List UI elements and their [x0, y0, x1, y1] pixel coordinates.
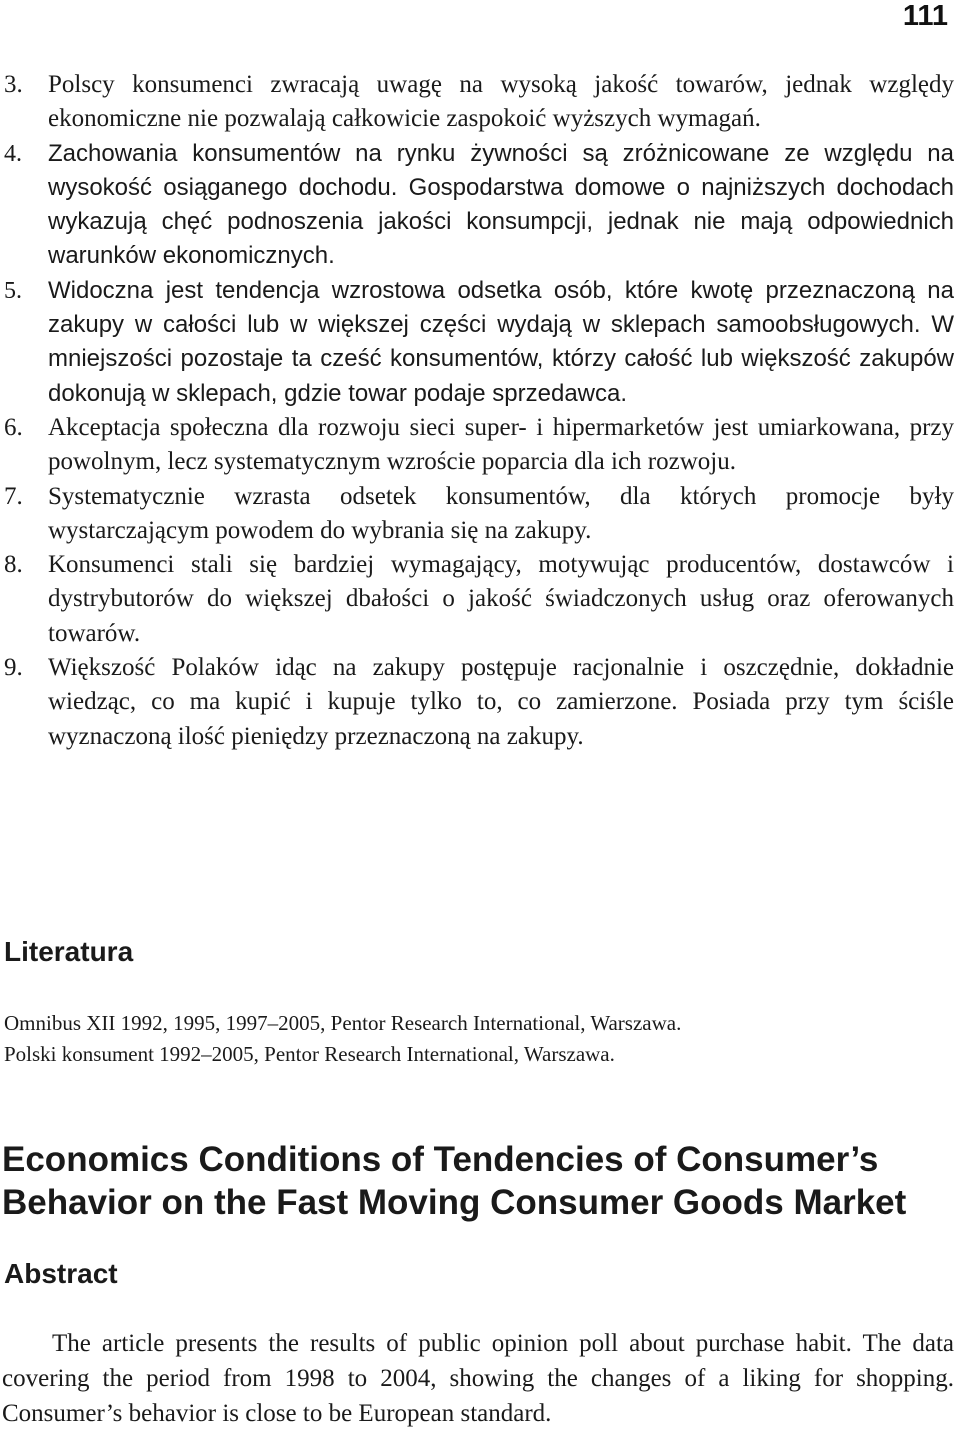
list-item-number: 6.	[4, 413, 23, 441]
list-item-text: Konsumenci stali się bardziej wymagający, motywując producentów, dostawców i dystrybutorów do większej dbałości o jakość świadczonych usług oraz oferowanych towarów.	[48, 551, 954, 647]
list-item	[0, 137, 960, 274]
reference-item: Polski konsument 1992–2005, Pentor Research International, Warszawa.	[4, 1042, 615, 1066]
list-item	[0, 68, 960, 137]
list-item	[0, 411, 960, 480]
english-title: Economics Conditions of Tendencies of Consumer’s Behavior on the Fast Moving Consumer Goods Market	[2, 1140, 907, 1222]
conclusions-list	[0, 68, 960, 754]
reference-item: Omnibus XII 1992, 1995, 1997–2005, Pentor Research International, Warszawa.	[4, 1011, 682, 1035]
list-item-number: 4.	[4, 140, 22, 167]
list-item-text: Większość Polaków idąc na zakupy postępuje racjonalnie i oszczędnie, dokładnie wiedząc, co ma kupić i kupuje tylko to, co zamierzone. Posiada przy tym ściśle wyznaczoną ilość pieniędzy przeznaczoną na zakupy.	[48, 654, 954, 750]
list-item-number: 8.	[4, 551, 23, 579]
list-item	[0, 548, 960, 651]
list-item-text: Systematycznie wzrasta odsetek konsumentów, dla których promocje były wystarczającym powodem do wybrania się na zakupy.	[48, 482, 954, 544]
list-item-number: 5.	[4, 277, 22, 304]
list-item	[0, 651, 960, 754]
page-number: 111	[902, 0, 948, 32]
list-item-number: 7.	[4, 482, 23, 510]
references-list	[4, 1008, 954, 1070]
literatura-heading: Literatura	[4, 936, 134, 967]
list-item-text: Polscy konsumenci zwracają uwagę na wysoką jakość towarów, jednak względy ekonomiczne nie pozwalają całkowicie zaspokoić wyższych wymagań.	[48, 71, 954, 133]
list-item-number: 9.	[4, 654, 23, 682]
list-item-text: Zachowania konsumentów na rynku żywności są zróżnicowane ze względu na wysokość osiąganego dochodu. Gospodarstwa domowe o najniższych dochodach wykazują chęć podnoszenia jakości konsumpcji, jednak nie mają odpowiednich warunków ekonomicznych.	[48, 139, 954, 270]
list-item-text: Akceptacja społeczna dla rozwoju sieci super- i hipermarketów jest umiarkowana, przy powolnym, lecz systematycznym wzroście poparcia dla ich rozwoju.	[48, 413, 954, 476]
list-item-text: Widoczna jest tendencja wzrostowa odsetka osób, które kwotę przeznaczoną na zakupy w całości lub w większej części wydają w sklepach samoobsługowych. W mniejszości pozostaje ta cześć konsumentów, którzy całość lub większość zakupów dokonują w sklepach, gdzie towar podaje sprzedawca.	[48, 276, 954, 407]
list-item-number: 3.	[4, 71, 23, 98]
abstract-text: The article presents the results of public opinion poll about purchase habit. The data covering the period from 1998 to 2004, showing the changes of a liking for shopping. Consumer’s behavior is close to be European standard.	[2, 1330, 954, 1427]
list-item	[0, 480, 960, 549]
abstract-heading: Abstract	[4, 1258, 118, 1289]
list-item	[0, 274, 960, 411]
